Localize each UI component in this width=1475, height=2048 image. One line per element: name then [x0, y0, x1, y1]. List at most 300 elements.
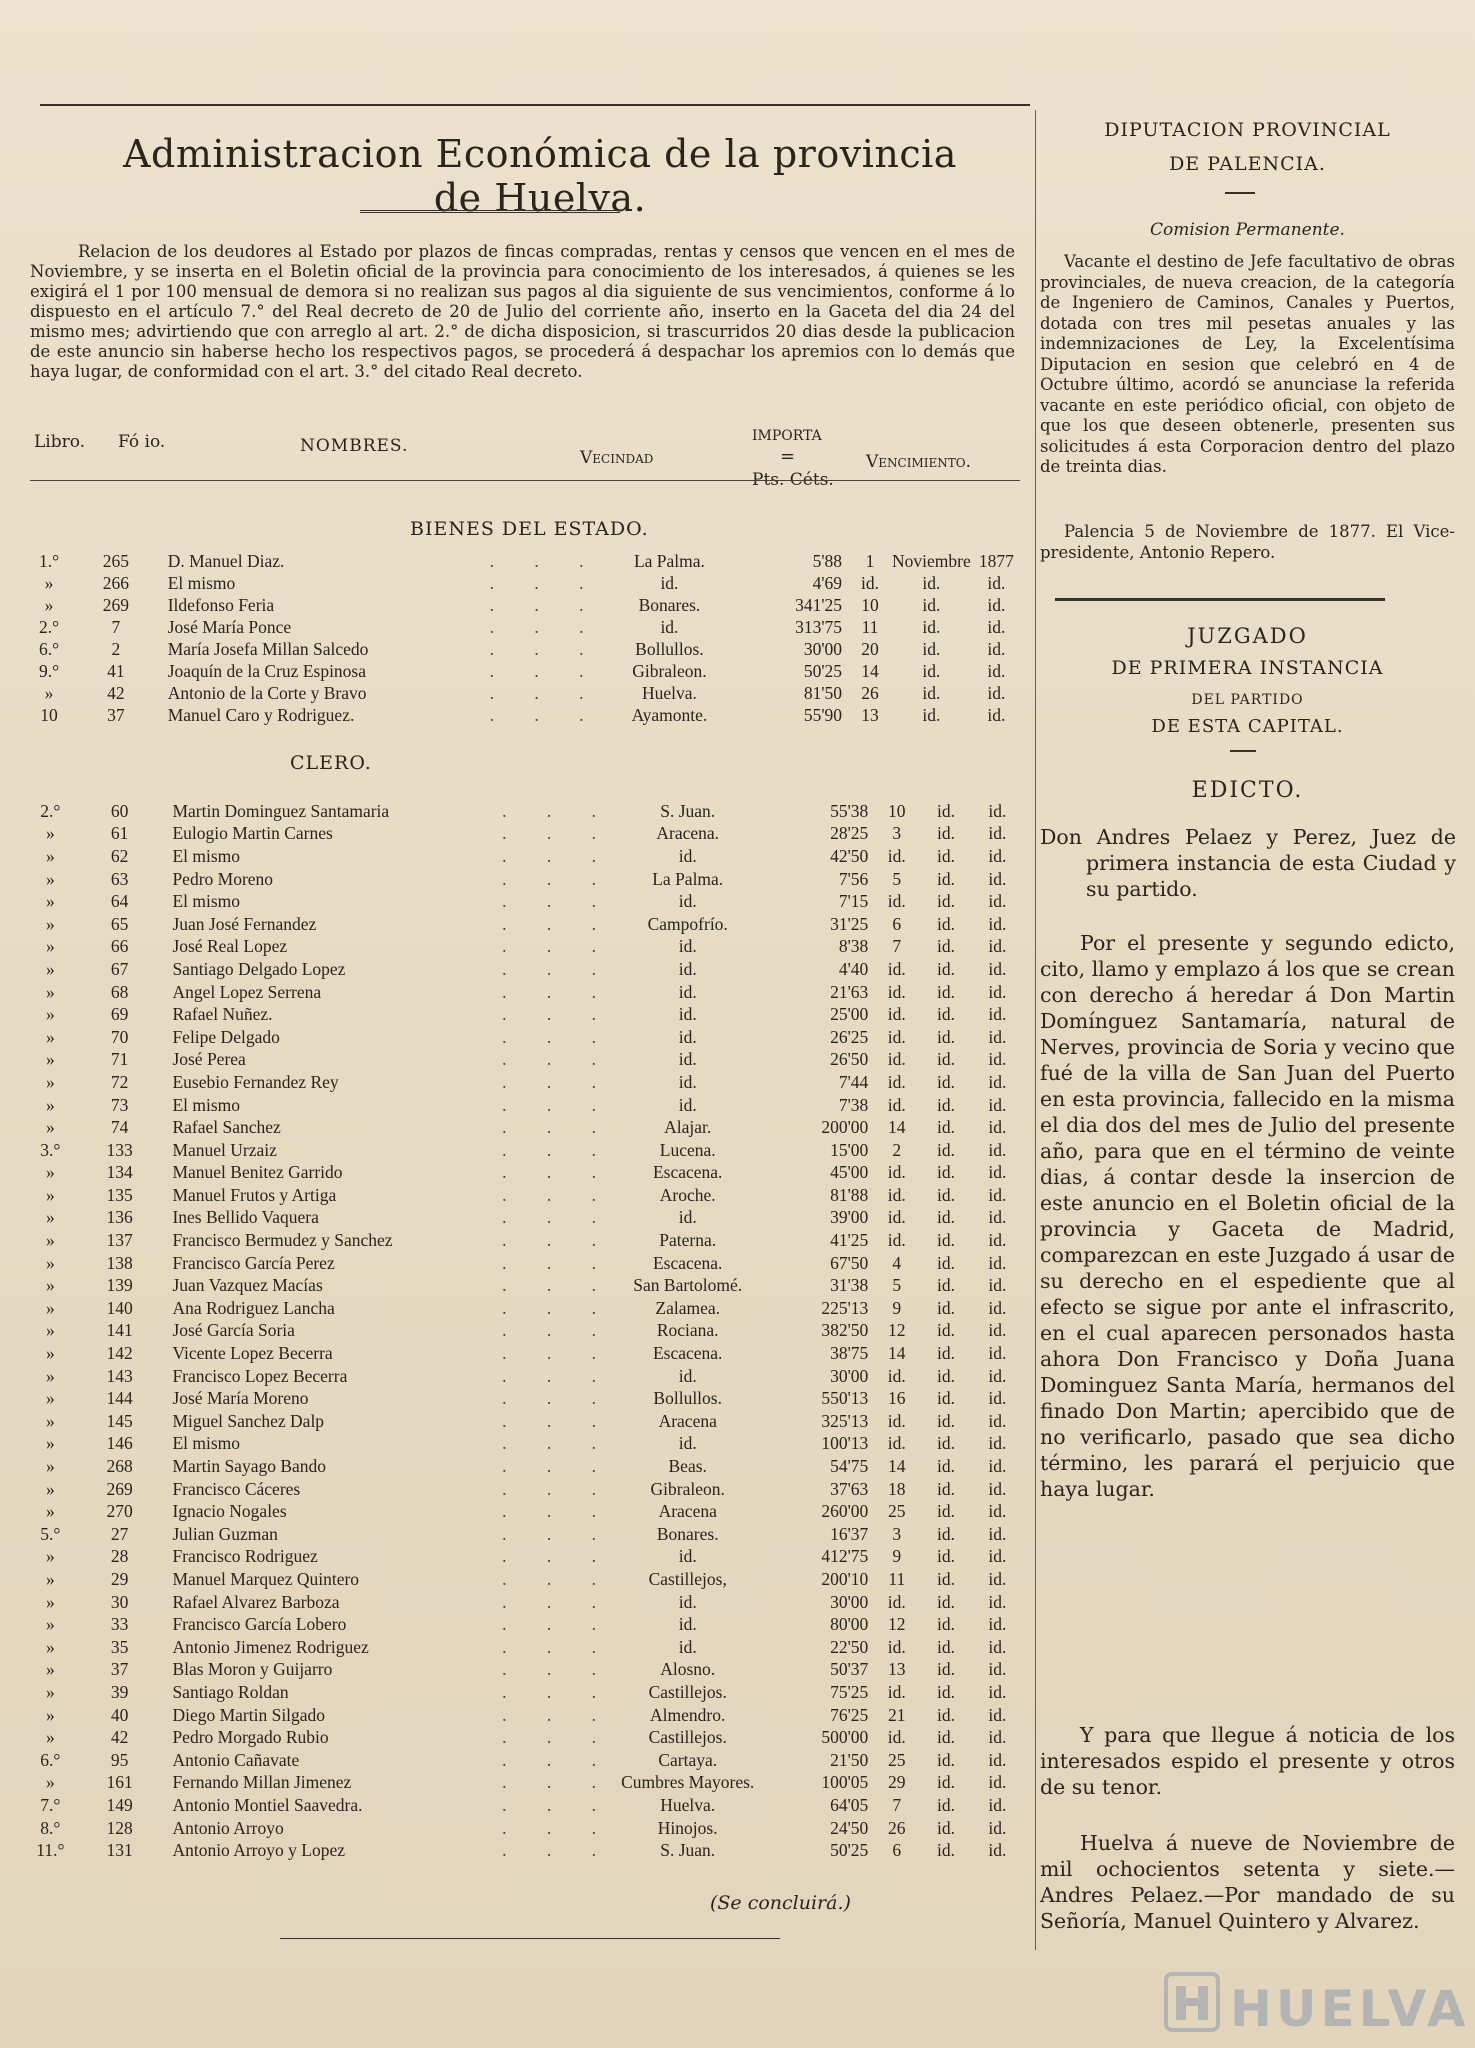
anio-cell: id. [988, 1681, 1007, 1702]
ledger-row [22, 1636, 1022, 1659]
mes-cell: id. [937, 1252, 955, 1273]
anio-cell: id. [988, 1456, 1007, 1477]
juzgado-title-3: DEL PARTIDO [1191, 692, 1304, 708]
importe-cell: 260'00 [821, 1501, 869, 1522]
anio-cell: id. [988, 1727, 1007, 1748]
ledger-row [22, 1659, 1022, 1682]
mes-cell: id. [937, 1026, 955, 1047]
libro-cell: » [45, 1659, 55, 1680]
name-cell: María Josefa Millan Salcedo [167, 638, 369, 659]
ledger-row [22, 1026, 1022, 1049]
libro-cell: » [45, 1546, 55, 1567]
dia-cell: id. [887, 1184, 906, 1205]
leader-dots: . . . [489, 594, 602, 615]
importe-cell: 50'37 [830, 1659, 869, 1680]
importe-cell: 7'38 [838, 1094, 869, 1115]
mes-cell: id. [937, 1659, 955, 1680]
name-cell: D. Manuel Diaz. [167, 550, 285, 571]
ledger-row [22, 823, 1022, 846]
mes-cell: id. [937, 1614, 955, 1635]
libro-cell: » [45, 1681, 55, 1702]
name-cell: José María Ponce [167, 616, 292, 637]
anio-cell: id. [988, 1433, 1007, 1454]
folio-cell: 62 [110, 845, 129, 866]
ledger-row [22, 1726, 1022, 1749]
vecindad-cell: id. [678, 1026, 697, 1047]
libro-cell: » [45, 1365, 55, 1386]
leader-dots: . . . [502, 800, 615, 821]
header-rule [30, 480, 1020, 481]
anio-cell: id. [988, 1004, 1007, 1025]
leader-dots: . . . [502, 1478, 615, 1499]
vecindad-cell: Huelva. [660, 1794, 716, 1815]
folio-cell: 266 [102, 572, 130, 593]
anio-cell: id. [988, 936, 1007, 957]
vecindad-cell: Alajar. [664, 1117, 712, 1138]
folio-cell: 60 [110, 800, 129, 821]
dia-cell: id. [887, 1636, 906, 1657]
leader-dots: . . . [502, 1094, 615, 1115]
leader-dots: . . . [502, 1681, 615, 1702]
mes-cell: id. [937, 1139, 955, 1160]
ledger-row [22, 1591, 1022, 1614]
importe-cell: 76'25 [830, 1704, 869, 1725]
mes-cell: id. [937, 1230, 955, 1251]
dia-cell: 14 [888, 1343, 906, 1364]
folio-cell: 37 [110, 1659, 129, 1680]
importe-cell: 28'25 [830, 823, 869, 844]
anio-cell: id. [988, 1591, 1007, 1612]
dia-cell: id. [887, 1207, 906, 1228]
anio-cell: id. [988, 1659, 1007, 1680]
importe-cell: 7'56 [838, 868, 869, 889]
importe-cell: 75'25 [830, 1681, 869, 1702]
ledger-row [22, 1794, 1022, 1817]
dia-cell: id. [887, 1162, 906, 1183]
leader-dots: . . . [502, 1817, 615, 1838]
mes-cell: id. [937, 1004, 955, 1025]
vecindad-cell: La Palma. [652, 868, 724, 889]
libro-cell: » [45, 1433, 55, 1454]
importe-cell: 7'44 [838, 1071, 869, 1092]
mes-cell: id. [937, 1456, 955, 1477]
ledger-row [22, 1229, 1022, 1252]
anio-cell: id. [988, 1772, 1007, 1793]
importe-cell: 54'75 [830, 1456, 869, 1477]
name-cell: El mismo [172, 845, 241, 866]
ledger-row [22, 1049, 1022, 1072]
name-cell: Francisco García Lobero [172, 1614, 347, 1635]
folio-cell: 63 [110, 868, 129, 889]
mes-cell: Noviembre [892, 550, 971, 571]
ledger-row [22, 868, 1022, 891]
name-cell: Santiago Roldan [172, 1681, 289, 1702]
ledger-row [22, 1749, 1022, 1772]
leader-dots: . . . [502, 1297, 615, 1318]
folio-cell: 265 [102, 550, 130, 571]
vecindad-cell: Bonares. [656, 1523, 719, 1544]
header-importa-units: Pts. Céts. [752, 470, 834, 490]
ledger-row [22, 1817, 1022, 1840]
vecindad-cell: Escacena. [652, 1343, 723, 1364]
ledger-row [22, 800, 1022, 823]
importe-cell: 225'13 [821, 1297, 869, 1318]
mes-cell: id. [922, 616, 941, 637]
anio-cell: id. [988, 1568, 1007, 1589]
importe-cell: 81'88 [830, 1184, 869, 1205]
folio-cell: 142 [106, 1343, 133, 1364]
mes-cell: id. [937, 1275, 955, 1296]
vecindad-cell: Bonares. [638, 594, 701, 615]
name-cell: Manuel Urzaiz [172, 1139, 277, 1160]
importe-cell: 8'38 [838, 936, 869, 957]
leader-dots: . . . [502, 1840, 615, 1861]
mes-cell: id. [937, 1591, 955, 1612]
dia-cell: 26 [888, 1817, 906, 1838]
libro-cell: » [45, 1184, 55, 1205]
mes-cell: id. [937, 1478, 955, 1499]
mes-cell: id. [937, 1749, 955, 1770]
ledger-row [22, 845, 1022, 868]
folio-cell: 70 [110, 1026, 129, 1047]
clero-table [22, 800, 1022, 1862]
mes-cell: id. [937, 1568, 955, 1589]
mes-cell: id. [922, 638, 941, 659]
bottom-rule-left [280, 1938, 780, 1939]
ledger-row [22, 1162, 1022, 1185]
leader-dots: . . . [502, 1410, 615, 1431]
dia-cell: 1 [865, 550, 875, 571]
dia-cell: id. [887, 891, 906, 912]
dia-cell: 13 [888, 1659, 906, 1680]
folio-cell: 42 [107, 682, 125, 703]
folio-cell: 71 [110, 1049, 129, 1070]
anio-cell: id. [988, 1478, 1007, 1499]
mes-cell: id. [937, 1343, 955, 1364]
importe-cell: 30'00 [830, 1591, 869, 1612]
name-cell: Martin Sayago Bando [172, 1456, 327, 1477]
libro-cell: » [45, 1275, 55, 1296]
leader-dots: . . . [502, 1230, 615, 1251]
vecindad-cell: Castillejos. [648, 1727, 727, 1748]
importe-cell: 50'25 [803, 660, 843, 681]
name-cell: Manuel Caro y Rodriguez. [167, 704, 355, 725]
leader-dots: . . . [502, 1026, 615, 1047]
mes-cell: id. [922, 594, 941, 615]
dia-cell: 6 [892, 913, 902, 934]
libro-cell: » [45, 891, 55, 912]
vecindad-cell: Rociana. [656, 1320, 719, 1341]
importe-cell: 31'38 [830, 1275, 869, 1296]
importe-cell: 500'00 [821, 1727, 869, 1748]
anio-cell: id. [988, 1501, 1007, 1522]
ledger-row [22, 572, 1022, 594]
libro-cell: 11.° [36, 1840, 65, 1861]
dia-cell: id. [887, 1004, 906, 1025]
libro-cell: » [45, 1501, 55, 1522]
folio-cell: 66 [110, 936, 129, 957]
ledger-row [22, 1139, 1022, 1162]
libro-cell: 7.° [40, 1794, 61, 1815]
mes-cell: id. [937, 891, 955, 912]
vecindad-cell: Alosno. [660, 1659, 716, 1680]
dia-cell: 3 [892, 1523, 902, 1544]
leader-dots: . . . [502, 1343, 615, 1364]
header-importa: IMPORTA [752, 428, 822, 444]
dia-cell: 7 [892, 1794, 902, 1815]
anio-cell: id. [988, 800, 1007, 821]
folio-cell: 68 [110, 981, 129, 1002]
leader-dots: . . . [502, 1252, 615, 1273]
dia-cell: 26 [861, 682, 879, 703]
dia-cell: id. [887, 958, 906, 979]
diputacion-title-2: DE PALENCIA. [1169, 153, 1326, 175]
leader-dots: . . . [502, 1794, 615, 1815]
dia-cell: 20 [861, 638, 879, 659]
libro-cell: » [45, 1297, 55, 1318]
anio-cell: id. [988, 823, 1007, 844]
importe-cell: 21'63 [830, 981, 869, 1002]
importe-cell: 37'63 [830, 1478, 869, 1499]
vecindad-cell: Aracena [658, 1410, 717, 1431]
mes-cell: id. [937, 1117, 955, 1138]
leader-dots: . . . [502, 936, 615, 957]
ledger-row [22, 1455, 1022, 1478]
diputacion-title-1: DIPUTACION PROVINCIAL [1104, 119, 1391, 141]
name-cell: El mismo [167, 572, 236, 593]
folio-cell: 144 [106, 1388, 133, 1409]
ledger-row [22, 1839, 1022, 1862]
dia-cell: 14 [861, 660, 879, 681]
vecindad-cell: Ayamonte. [631, 704, 708, 725]
libro-cell: » [45, 868, 55, 889]
anio-cell: id. [988, 913, 1007, 934]
anio-cell: id. [988, 868, 1007, 889]
folio-cell: 269 [106, 1478, 133, 1499]
name-cell: Francisco Lopez Becerra [172, 1365, 348, 1386]
anio-cell: id. [988, 1410, 1007, 1431]
folio-cell: 2 [111, 638, 121, 659]
libro-cell: » [44, 572, 54, 593]
leader-dots: . . . [502, 1659, 615, 1680]
vecindad-cell: Aroche. [659, 1184, 716, 1205]
importe-cell: 80'00 [830, 1614, 869, 1635]
ledger-row [22, 660, 1022, 682]
dia-cell: id. [887, 845, 906, 866]
vecindad-cell: Bollullos. [653, 1388, 722, 1409]
archive-watermark-text: HUELVA [1230, 1980, 1470, 2038]
name-cell: Francisco García Perez [172, 1252, 335, 1273]
leader-dots: . . . [489, 638, 602, 659]
folio-cell: 28 [110, 1546, 129, 1567]
folio-cell: 149 [106, 1794, 133, 1815]
importe-cell: 325'13 [821, 1410, 869, 1431]
name-cell: José Real Lopez [172, 936, 288, 957]
header-vecindad: Vecindad [580, 448, 654, 468]
anio-cell: id. [987, 572, 1006, 593]
vecindad-cell: Aracena [658, 1501, 717, 1522]
anio-cell: id. [987, 594, 1006, 615]
importe-cell: 30'00 [830, 1365, 869, 1386]
mes-cell: id. [922, 572, 941, 593]
name-cell: Julian Guzman [172, 1523, 278, 1544]
libro-cell: 2.° [40, 800, 61, 821]
folio-cell: 145 [106, 1410, 133, 1431]
leader-dots: . . . [502, 1749, 615, 1770]
vecindad-cell: id. [678, 936, 697, 957]
ledger-row [22, 1274, 1022, 1297]
vecindad-cell: id. [678, 1071, 697, 1092]
name-cell: Francisco Bermudez y Sanchez [172, 1230, 393, 1251]
ledger-row [22, 1387, 1022, 1410]
diputacion-text: Vacante el destino de Jefe facultativo de obras provinciales, de nueva creacion, de la categoría de Ingeniero de Caminos, Canales y Puertos, dotada con tres mil pesetas anuales y las indemnizaciones de Ley, la Excelentísima Diputacion en sesion que celebró en 4 de Octubre último, acordó se anunciase la referida vacante en este periódico oficial, con objeto de que los que deseen obtenerle, presenten sus solicitudes á esta Corporacion dentro del plazo de treinta dias. [1040, 252, 1455, 476]
juzgado-rule [1230, 750, 1256, 752]
leader-dots: . . . [502, 868, 615, 889]
libro-cell: » [45, 1568, 55, 1589]
folio-cell: 30 [110, 1591, 129, 1612]
libro-cell: » [45, 1004, 55, 1025]
archive-watermark [1160, 1950, 1470, 2040]
importe-cell: 39'00 [830, 1207, 869, 1228]
vecindad-cell: Bollullos. [635, 638, 704, 659]
vecindad-cell: Paterna. [659, 1230, 717, 1251]
edicto-title: EDICTO. [1191, 778, 1304, 803]
libro-cell: » [45, 845, 55, 866]
leader-dots: . . . [502, 1275, 615, 1296]
importe-cell: 55'90 [803, 704, 843, 725]
diputacion-subtitle: Comision Permanente. [1150, 220, 1345, 240]
importe-cell: 67'50 [830, 1252, 869, 1273]
vecindad-cell: id. [678, 1614, 697, 1635]
ledger-row [22, 682, 1022, 704]
ledger-row [22, 1071, 1022, 1094]
libro-cell: » [45, 1320, 55, 1341]
name-cell: Manuel Frutos y Artiga [172, 1184, 337, 1205]
dia-cell: id. [887, 1433, 906, 1454]
leader-dots: . . . [502, 1162, 615, 1183]
mes-cell: id. [937, 1817, 955, 1838]
folio-cell: 27 [110, 1523, 129, 1544]
libro-cell: 6.° [38, 638, 60, 659]
folio-cell: 67 [110, 958, 129, 979]
mes-cell: id. [937, 1523, 955, 1544]
folio-cell: 128 [106, 1817, 133, 1838]
vecindad-cell: Almendro. [650, 1704, 726, 1725]
name-cell: Eulogio Martin Carnes [172, 823, 333, 844]
vecindad-cell: id. [678, 1591, 697, 1612]
name-cell: Fernando Millan Jimenez [172, 1772, 352, 1793]
libro-cell: 5.° [40, 1523, 61, 1544]
name-cell: Ana Rodriguez Lancha [172, 1297, 335, 1318]
ledger-row [22, 1184, 1022, 1207]
leader-dots: . . . [502, 1184, 615, 1205]
mes-cell: id. [937, 936, 955, 957]
dia-cell: 25 [888, 1749, 906, 1770]
dia-cell: id. [887, 1026, 906, 1047]
vecindad-cell: S. Juan. [660, 1840, 716, 1861]
vecindad-cell: Cumbres Mayores. [621, 1772, 755, 1793]
libro-cell: » [45, 1456, 55, 1477]
anio-cell: id. [988, 981, 1007, 1002]
name-cell: Antonio Arroyo y Lopez [172, 1840, 345, 1861]
ledger-row [22, 1681, 1022, 1704]
name-cell: Antonio Cañavate [172, 1749, 300, 1770]
mes-cell: id. [937, 845, 955, 866]
anio-cell: id. [988, 1049, 1007, 1070]
leader-dots: . . . [489, 682, 602, 703]
vecindad-cell: Hinojos. [657, 1817, 718, 1838]
anio-cell: id. [988, 1184, 1007, 1205]
anio-cell: id. [988, 1840, 1007, 1861]
vecindad-cell: Aracena. [656, 823, 720, 844]
ledger-row [22, 1478, 1022, 1501]
name-cell: Blas Moron y Guijarro [172, 1659, 333, 1680]
libro-cell: » [45, 823, 55, 844]
dia-cell: 6 [892, 1840, 902, 1861]
vecindad-cell: id. [678, 1365, 697, 1386]
continued-note: (Se concluirá.) [710, 1892, 851, 1914]
leader-dots: . . . [502, 1546, 615, 1567]
importe-cell: 100'13 [821, 1433, 869, 1454]
dia-cell: 12 [888, 1320, 906, 1341]
folio-cell: 41 [107, 660, 125, 681]
name-cell: Ines Bellido Vaquera [172, 1207, 319, 1228]
name-cell: Vicente Lopez Becerra [172, 1343, 333, 1364]
vecindad-cell: id. [678, 1094, 697, 1115]
mes-cell: id. [937, 1388, 955, 1409]
vecindad-cell: Huelva. [641, 682, 697, 703]
anio-cell: id. [987, 660, 1006, 681]
importe-cell: 64'05 [830, 1794, 869, 1815]
name-cell: Francisco Cáceres [172, 1478, 301, 1499]
name-cell: Martin Dominguez Santamaria [172, 800, 390, 821]
leader-dots: . . . [502, 1365, 615, 1386]
anio-cell: id. [988, 1636, 1007, 1657]
importe-cell: 5'88 [812, 550, 843, 571]
vecindad-cell: id. [660, 572, 679, 593]
anio-cell: id. [987, 638, 1006, 659]
edicto-p1: Don Andres Pelaez y Perez, Juez de primera instancia de esta Ciudad y su partido. [1040, 825, 1456, 901]
name-cell: El mismo [172, 891, 241, 912]
anio-cell: id. [988, 845, 1007, 866]
name-cell: Antonio de la Corte y Bravo [167, 682, 367, 703]
dia-cell: id. [887, 1365, 906, 1386]
anio-cell: id. [988, 1320, 1007, 1341]
ledger-row [22, 1613, 1022, 1636]
dia-cell: id. [861, 572, 880, 593]
folio-cell: 139 [106, 1275, 133, 1296]
mes-cell: id. [937, 1094, 955, 1115]
dia-cell: id. [887, 1094, 906, 1115]
anio-cell: id. [988, 1794, 1007, 1815]
libro-cell: 2.° [38, 616, 60, 637]
ledger-row [22, 550, 1022, 572]
dia-cell: 11 [888, 1568, 906, 1589]
mes-cell: id. [937, 1727, 955, 1748]
mes-cell: id. [937, 1320, 955, 1341]
anio-cell: id. [988, 1275, 1007, 1296]
anio-cell: id. [988, 1388, 1007, 1409]
name-cell: Angel Lopez Serrena [172, 981, 322, 1002]
dia-cell: id. [887, 1591, 906, 1612]
importe-cell: 41'25 [830, 1230, 869, 1251]
libro-cell: » [45, 1772, 55, 1793]
dia-cell: 29 [888, 1772, 906, 1793]
mes-cell: id. [937, 1184, 955, 1205]
leader-dots: . . . [502, 1614, 615, 1635]
anio-cell: id. [988, 1817, 1007, 1838]
mes-cell: id. [937, 1365, 955, 1386]
